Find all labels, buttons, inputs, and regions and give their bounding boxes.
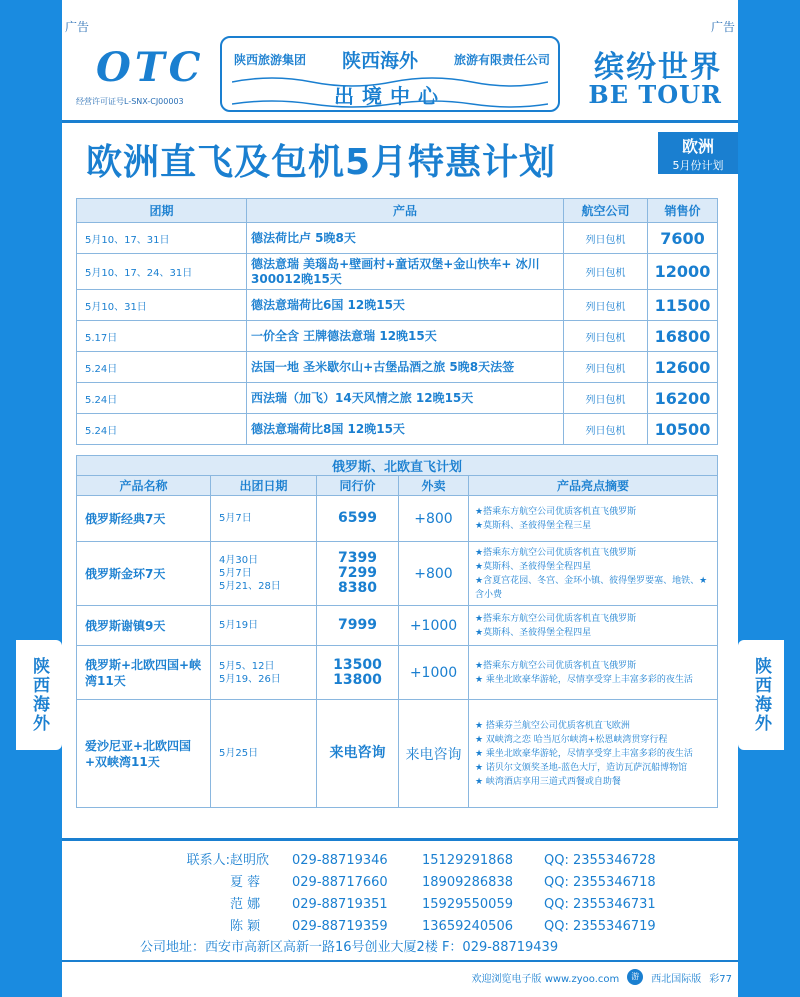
table-row (77, 700, 718, 808)
brand-en: BE TOUR (588, 80, 722, 109)
contacts (140, 850, 694, 938)
cell-product: 法国一地 圣米歇尔山+古堡品酒之旅 5晚8天法签 (247, 352, 564, 383)
col-header: 产品名称 (77, 476, 211, 496)
col-header: 航空公司 (564, 199, 648, 223)
otc-logo: OTC (96, 44, 205, 91)
contact-mobile: 15129291868 (422, 853, 513, 868)
region-box (658, 132, 738, 174)
contacts-divider (62, 838, 738, 841)
side-label-left: 陕西海外 (16, 640, 62, 750)
table-row (77, 321, 718, 352)
table-row (77, 414, 718, 445)
col-header: 销售价 (648, 199, 718, 223)
peer-line: 7999 (338, 617, 377, 633)
cell-sell: +800 (399, 542, 469, 606)
highlights-line: ★ 双峡湾之恋 哈当厄尔峡湾+松恩峡湾贯穿行程 (475, 734, 668, 745)
table-row (77, 352, 718, 383)
table-row (77, 496, 718, 542)
dates-line: 5月25日 (219, 748, 259, 759)
dates-line: 5月21、28日 (219, 581, 281, 592)
table-row (77, 542, 718, 606)
company-main: 陕西海外 (341, 50, 418, 72)
cell-product: 一价全含 王牌德法意瑞 12晚15天 (247, 321, 564, 352)
ad-tag-right: 广告 (708, 18, 738, 35)
cell-sell: 来电咨询 (399, 700, 469, 808)
cell-airline: 列日包机 (564, 223, 648, 254)
table-row (77, 254, 718, 290)
cell-dates (211, 700, 317, 808)
cell-peer (317, 496, 399, 542)
contact-mobile: 13659240506 (422, 919, 513, 934)
cell-date: 5.24日 (77, 414, 247, 445)
group-name: 陕西旅游集团 (234, 53, 307, 67)
dates-line: 5月19日 (219, 620, 259, 631)
contacts-label: 联系人: (186, 853, 230, 868)
footer-edition: 西北国际版 (651, 973, 702, 985)
cell-price: 11500 (648, 290, 718, 321)
dates-line: 5月7日 (219, 513, 252, 524)
cell-date: 5月10、17、31日 (77, 223, 247, 254)
table-row (77, 290, 718, 321)
highlights-line: ★ 搭乘芬兰航空公司优质客机直飞欧洲 (475, 720, 630, 731)
cell-peer (317, 700, 399, 808)
highlights-line: ★搭乘东方航空公司优质客机直飞俄罗斯 (475, 506, 637, 517)
cell-date: 5.17日 (77, 321, 247, 352)
col-header: 产品 (247, 199, 564, 223)
right-side-bar (738, 0, 800, 997)
contact-qq: QQ: 2355346731 (544, 897, 656, 912)
contact-row (140, 916, 694, 938)
header (70, 28, 738, 118)
col-header: 出团日期 (211, 476, 317, 496)
cell-highlights (469, 700, 718, 808)
cell-date: 5.24日 (77, 383, 247, 414)
russia-nordic-table (76, 455, 718, 808)
footer-divider (62, 960, 738, 962)
cell-peer (317, 646, 399, 700)
cell-airline: 列日包机 (564, 321, 648, 352)
cell-product-name: 俄罗斯经典7天 (77, 496, 211, 542)
cell-highlights (469, 496, 718, 542)
license-number: 经营许可证号L-SNX-CJ00003 (76, 97, 184, 106)
contact-qq: QQ: 2355346719 (544, 919, 656, 934)
region-name: 欧洲 (681, 137, 714, 156)
europe-table (76, 198, 718, 445)
cell-airline: 列日包机 (564, 254, 648, 290)
peer-line: 7399 (338, 550, 377, 566)
side-label-right: 陕西海外 (738, 640, 784, 750)
contact-name: 夏 蓉 (230, 875, 261, 890)
cell-dates (211, 646, 317, 700)
highlights-line: ★莫斯科、圣彼得堡全程四星 (475, 561, 592, 572)
contact-tel: 029-88719359 (292, 919, 388, 934)
peer-line: 6599 (338, 510, 377, 526)
cell-highlights (469, 542, 718, 606)
footer-badge-icon: 游 (627, 969, 643, 985)
region-sub: 5月份计划 (672, 159, 724, 172)
cell-dates (211, 606, 317, 646)
highlights-line: ★搭乘东方航空公司优质客机直飞俄罗斯 (475, 547, 637, 558)
cell-date: 5月10、17、24、31日 (77, 254, 247, 290)
highlights-line: ★莫斯科、圣彼得堡全程三星 (475, 520, 592, 531)
cell-airline: 列日包机 (564, 352, 648, 383)
cell-airline: 列日包机 (564, 290, 648, 321)
contact-mobile: 18909286838 (422, 875, 513, 890)
contact-tel: 029-88717660 (292, 875, 388, 890)
cell-sell: +1000 (399, 646, 469, 700)
highlights-line: ★搭乘东方航空公司优质客机直飞俄罗斯 (475, 613, 637, 624)
dates-line: 5月5、12日 (219, 660, 275, 672)
cell-sell: +800 (399, 496, 469, 542)
cell-dates (211, 542, 317, 606)
footer-page: 彩77 (709, 973, 732, 985)
cell-airline: 列日包机 (564, 414, 648, 445)
cell-product: 德法意瑞 美瑙岛+壁画村+童话双堡+金山快车+ 冰川300012晚15天 (247, 254, 564, 290)
cell-price: 10500 (648, 414, 718, 445)
table-row (77, 223, 718, 254)
cell-product-name: 俄罗斯+北欧四国+峡湾11天 (77, 646, 211, 700)
cell-product: 西法瑞（加飞）14天风情之旅 12晚15天 (247, 383, 564, 414)
contact-row (140, 872, 694, 894)
cell-price: 16800 (648, 321, 718, 352)
cell-dates (211, 496, 317, 542)
brand-cn: 缤纷世界 (594, 50, 722, 85)
company-banner (220, 36, 560, 112)
cell-price: 12000 (648, 254, 718, 290)
cell-product: 德法荷比卢 5晚8天 (247, 223, 564, 254)
highlights-line: ★含夏宫花园、冬宫、金环小镇、彼得堡罗要塞、地铁、★含小费 (475, 575, 708, 600)
cell-highlights (469, 606, 718, 646)
left-side-bar (0, 0, 62, 997)
footer (62, 963, 738, 991)
highlights-line: ★ 峡湾酒店享用三道式西餐或自助餐 (475, 776, 621, 787)
cell-product-name: 俄罗斯金环7天 (77, 542, 211, 606)
cell-date: 5.24日 (77, 352, 247, 383)
col-header: 团期 (77, 199, 247, 223)
cell-price: 12600 (648, 352, 718, 383)
dates-line: 4月30日 (219, 555, 259, 566)
cell-sell: +1000 (399, 606, 469, 646)
table-row (77, 606, 718, 646)
cell-product: 德法意瑞荷比8国 12晚15天 (247, 414, 564, 445)
peer-line: 7299 (338, 565, 377, 581)
dates-line: 5月19、26日 (219, 673, 281, 685)
contact-qq: QQ: 2355346718 (544, 875, 656, 890)
cell-price: 7600 (648, 223, 718, 254)
highlights-line: ★搭乘东方航空公司优质客机直飞俄罗斯 (475, 660, 637, 671)
ad-tag-left: 广告 (62, 18, 92, 35)
highlights-line: ★ 乘坐北欧豪华游轮，尽情享受穿上丰富多彩的夜生活 (475, 748, 693, 759)
highlights-line: ★ 乘坐北欧豪华游轮，尽情享受穿上丰富多彩的夜生活 (475, 674, 693, 685)
cell-price: 16200 (648, 383, 718, 414)
dates-line: 5月7日 (219, 568, 252, 579)
company-address: 公司地址：西安市高新区高新一路16号创业大厦2楼 F：029-88719439 (140, 940, 559, 955)
company-suffix: 旅游有限责任公司 (453, 53, 550, 67)
contact-mobile: 15929550059 (422, 897, 513, 912)
contact-row (140, 850, 694, 872)
table-caption: 俄罗斯、北欧直飞计划 (77, 456, 718, 476)
table-row (77, 383, 718, 414)
contact-row (140, 894, 694, 916)
cell-product: 德法意瑞荷比6国 12晚15天 (247, 290, 564, 321)
col-header: 外卖 (399, 476, 469, 496)
col-header: 同行价 (317, 476, 399, 496)
peer-line: 13800 (333, 671, 382, 688)
cell-peer (317, 606, 399, 646)
highlights-line: ★ 诺贝尔文颁奖圣地-蓝色大厅，造访瓦萨沉船博物馆 (475, 762, 688, 773)
contact-qq: QQ: 2355346728 (544, 853, 656, 868)
contact-name: 赵明欣 (230, 853, 270, 868)
peer-line: 来电咨询 (329, 745, 386, 761)
contact-name: 陈 颖 (230, 919, 261, 934)
contact-tel: 029-88719351 (292, 897, 388, 912)
peer-line: 13500 (333, 656, 382, 673)
cell-date: 5月10、31日 (77, 290, 247, 321)
cell-product-name: 爱沙尼亚+北欧四国+双峡湾11天 (77, 700, 211, 808)
highlights-line: ★莫斯科、圣彼得堡全程四星 (475, 627, 592, 638)
cell-highlights (469, 646, 718, 700)
page-title: 欧洲直飞及包机5月特惠计划 (86, 142, 557, 183)
footer-browse: 欢迎浏览电子版 www.zyoo.com (471, 973, 620, 985)
cell-peer (317, 542, 399, 606)
cell-product-name: 俄罗斯谢镇9天 (77, 606, 211, 646)
peer-line: 8380 (338, 580, 377, 596)
col-header: 产品亮点摘要 (469, 476, 718, 496)
cell-airline: 列日包机 (564, 383, 648, 414)
contact-tel: 029-88719346 (292, 853, 388, 868)
header-divider (62, 120, 738, 123)
table-row (77, 646, 718, 700)
contact-name: 范 娜 (230, 897, 261, 912)
department: 出境中心 (334, 84, 446, 108)
